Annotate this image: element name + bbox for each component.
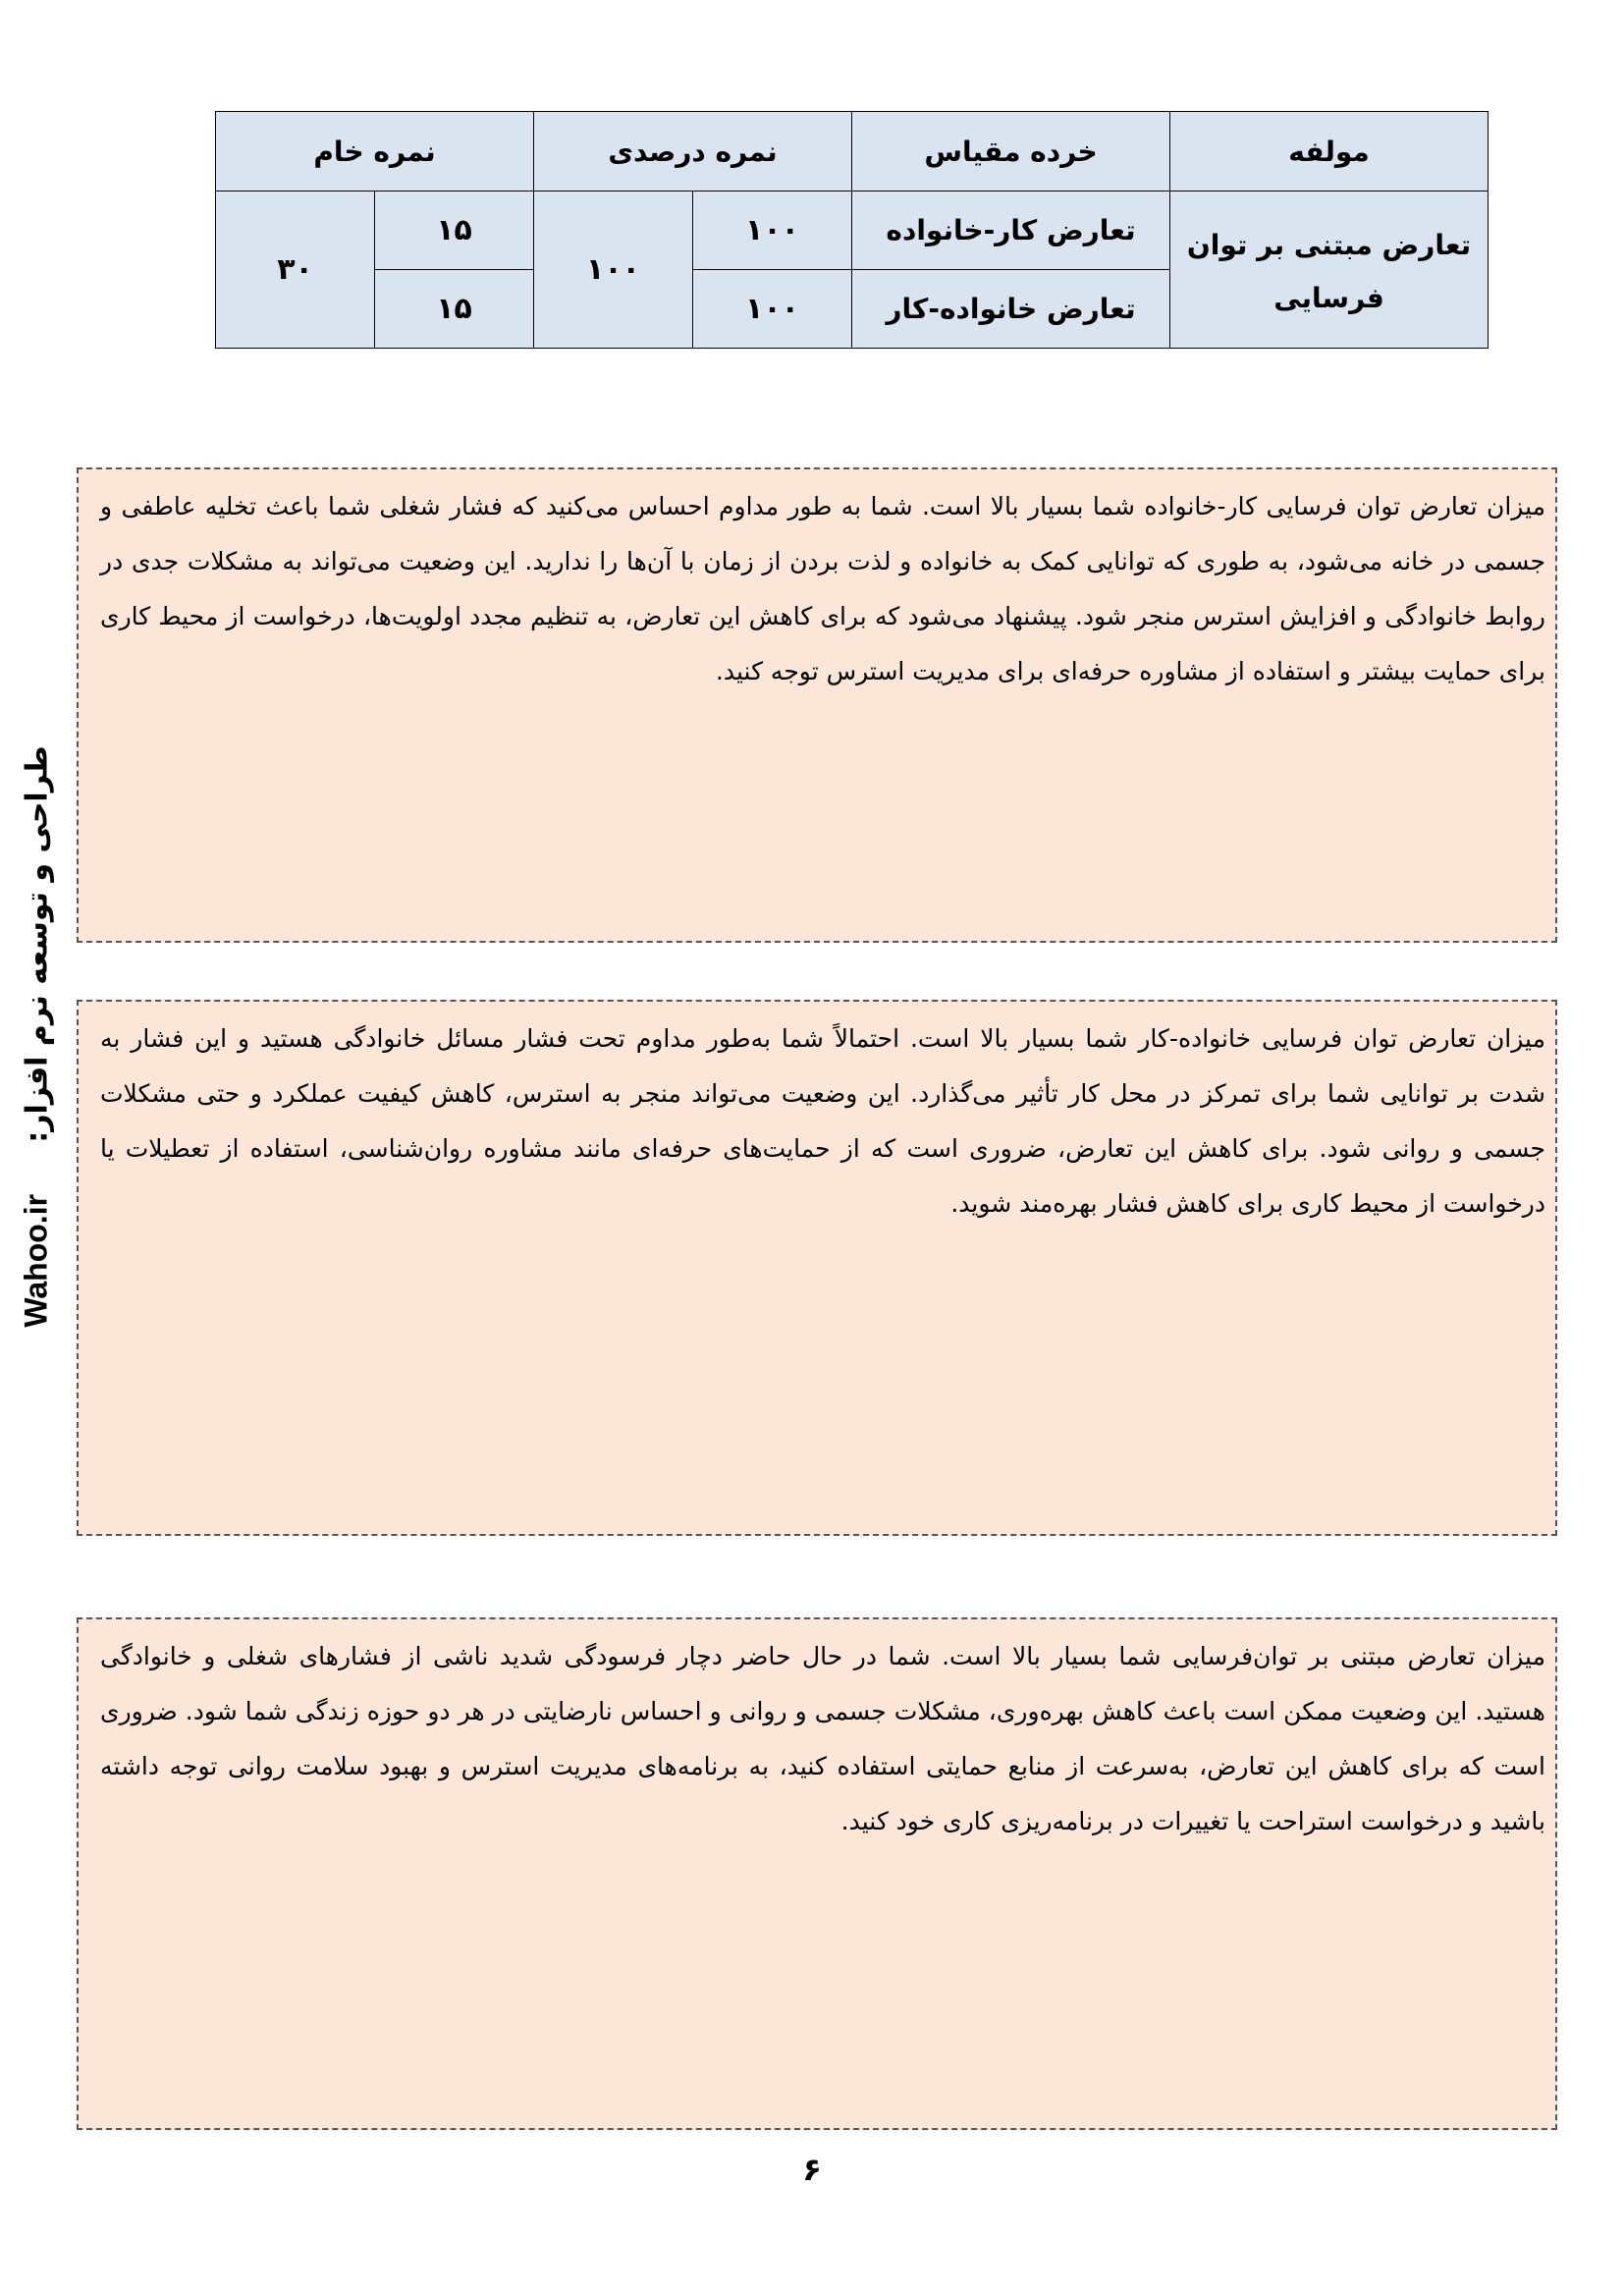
table-row [216, 191, 1489, 270]
interpretation-box-work-family [77, 467, 1557, 943]
subscale-percent-score: ۱۰۰ [693, 191, 852, 270]
interpretation-text: میزان تعارض مبتنی بر توان‌فرسایی شما بسیار بالا است. شما در حال حاضر دچار فرسودگی شدید ناشی از فشارهای شغلی و خانوادگی هستید. این وضعیت ممکن است باعث کاهش بهره‌وری، مشکلات جسمی و روانی و احساس نارضایتی در هر دو حوزه زندگی شما شود. ضروری است که برای کاهش این تعارض، به‌سرعت از منابع حمایتی استفاده کنید، به برنامه‌های مدیریت استرس و بهبود سلامت روانی توجه داشته باشید و درخواست استراحت یا تغییرات در برنامه‌ریزی کاری خود کنید. [100, 1642, 1545, 1835]
header-component: مولفه [1170, 112, 1489, 191]
interpretation-text: میزان تعارض توان فرسایی خانواده-کار شما بسیار بالا است. احتمالاً شما به‌طور مداوم تحت فشار مسائل خانوادگی هستید و این فشار به شدت بر توانایی شما برای تمرکز در محل کار تأثیر می‌گذارد. این وضعیت می‌تواند منجر به استرس، کاهش کیفیت عملکرد و حتی مشکلات جسمی و روانی شود. برای کاهش این تعارض، ضروری است که از حمایت‌های حرفه‌ای مانند مشاوره روان‌شناسی، استفاده از تعطیلات یا درخواست از محیط کاری برای کاهش فشار بهره‌مند شوید. [100, 1024, 1545, 1218]
interpretation-box-strain-based [77, 1617, 1557, 2130]
interpretation-text: میزان تعارض توان فرسایی کار-خانواده شما بسیار بالا است. شما به طور مداوم احساس می‌کنید که فشار شغلی شما باعث تخلیه عاطفی و جسمی در خانه می‌شود، به طوری که توانایی کمک به خانواده و لذت بردن از زمان با آن‌ها را ندارید. این وضعیت می‌تواند به مشکلات جدی در روابط خانوادگی و افزایش استرس منجر شود. پیشنهاد می‌شود که برای کاهش این تعارض، به تنظیم مجدد اولویت‌ها، درخواست از محیط کاری برای حمایت بیشتر و استفاده از مشاوره حرفه‌ای برای مدیریت استرس توجه کنید. [100, 492, 1545, 685]
page-number: ۶ [802, 2151, 822, 2188]
side-credit [16, 744, 57, 1328]
header-subscale: خرده مقیاس [852, 112, 1170, 191]
subscale-name: تعارض کار-خانواده [852, 191, 1170, 270]
score-table [215, 111, 1489, 349]
subscale-name: تعارض خانواده-کار [852, 270, 1170, 349]
header-raw-score: نمره خام [216, 112, 534, 191]
interpretation-box-family-work [77, 1000, 1557, 1536]
table-header-row [216, 112, 1489, 191]
subscale-raw-score: ۱۵ [375, 191, 534, 270]
component-name: تعارض مبتنی بر توان فرسایی [1170, 191, 1489, 349]
credit-site: Wahoo.ir [18, 1193, 54, 1328]
credit-label: طراحی و توسعه نرم افزار: [20, 744, 55, 1143]
subscale-percent-score: ۱۰۰ [693, 270, 852, 349]
side-credit-text [19, 745, 55, 1327]
header-percent-score: نمره درصدی [534, 112, 852, 191]
total-percent-score: ۱۰۰ [534, 191, 693, 349]
total-raw-score: ۳۰ [216, 191, 375, 349]
subscale-raw-score: ۱۵ [375, 270, 534, 349]
